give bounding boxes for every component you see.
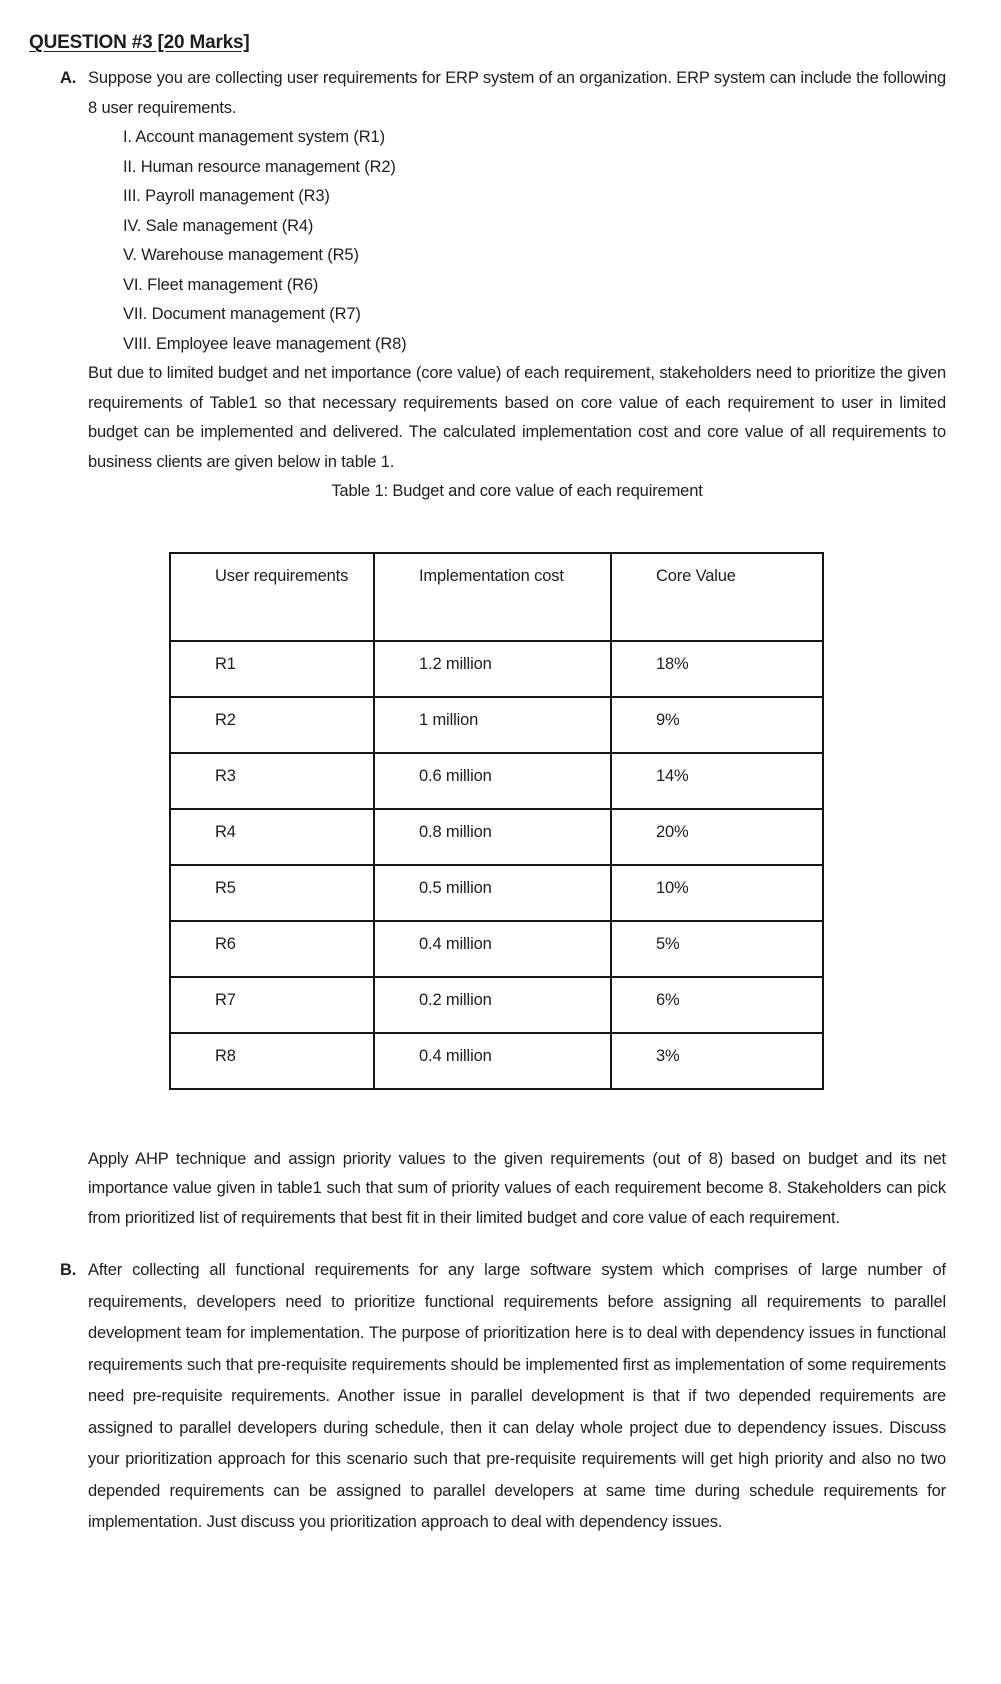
table-caption: Table 1: Budget and core value of each requirement (331, 482, 703, 500)
core-value-cell: 20% (611, 809, 823, 865)
ahp-paragraph: Apply AHP technique and assign priority values to the given requirements (out of 8) based on budget and its net importance value given in table1 such that sum of priority values of each requirement become 8. Stakeholders can pick from prioritized list of requirements that best fit in their limited budget and core value of each requirement. (88, 1149, 946, 1227)
table-row (170, 809, 823, 865)
table-row (170, 753, 823, 809)
list-item: III. Payroll management (R3) (123, 187, 330, 205)
requirement-cell: R3 (170, 753, 374, 809)
table-row (170, 1033, 823, 1089)
table-header-row (170, 553, 823, 641)
core-value-cell: 14% (611, 753, 823, 809)
requirement-cell: R6 (170, 921, 374, 977)
section-b (60, 1255, 946, 1539)
cost-cell: 0.2 million (374, 977, 611, 1033)
cost-cell: 0.8 million (374, 809, 611, 865)
list-item: V. Warehouse management (R5) (123, 246, 359, 264)
section-b-label: B. (60, 1261, 77, 1279)
budget-paragraph: But due to limited budget and net importance (core value) of each requirement, stakeholders need to prioritize the given requirements of Table1 so that necessary requirements based on core value of each requirement to user in limited budget can be implemented and delivered. The calculated implementation cost and core value of all requirements to business clients are given below in table 1. (88, 364, 946, 471)
cost-cell: 0.6 million (374, 753, 611, 809)
list-item: II. Human resource management (R2) (123, 157, 396, 176)
section-b-paragraph: After collecting all functional requirements for any large software system which comprises of large number of requirements, developers need to prioritize functional requirements before assigning all requirements to parallel development team for implementation. The purpose of prioritization here is to deal with dependency issues in functional requirements such that pre-requisite requirements should be implemented first as implementation of some requirements need pre-requisite requirements. Another issue in parallel development is that if two depended requirements are assigned to parallel developers during schedule, then it can delay whole project due to dependency issues. Discuss your prioritization approach for this scenario such that pre-requisite requirements will get high priority and also no two depended requirements can be assigned to parallel developers at same time during schedule requirements for implementation. Just discuss you prioritization approach to deal with dependency issues. (88, 1261, 946, 1531)
cost-cell: 0.4 million (374, 1033, 611, 1089)
list-item: VII. Document management (R7) (123, 305, 361, 323)
table-row (170, 921, 823, 977)
table-row (170, 977, 823, 1033)
section-a-intro-paragraph: Suppose you are collecting user requirements for ERP system of an organization. ERP system can include the following 8 user requirements. (88, 69, 946, 117)
col-header-core-value: Core Value (611, 553, 823, 641)
requirement-cell: R7 (170, 977, 374, 1033)
table-row (170, 641, 823, 697)
requirement-cell: R4 (170, 809, 374, 865)
requirement-cell: R8 (170, 1033, 374, 1089)
list-item: I. Account management system (R1) (123, 128, 385, 146)
cost-cell: 0.4 million (374, 921, 611, 977)
core-value-cell: 9% (611, 697, 823, 753)
core-value-cell: 10% (611, 865, 823, 921)
core-value-cell: 18% (611, 641, 823, 697)
core-value-cell: 5% (611, 921, 823, 977)
requirement-cell: R2 (170, 697, 374, 753)
section-a (60, 64, 946, 1233)
table-row (170, 865, 823, 921)
col-header-implementation-cost: Implementation cost (374, 553, 611, 641)
core-value-cell: 6% (611, 977, 823, 1033)
list-item: IV. Sale management (R4) (123, 216, 314, 235)
requirement-cell: R1 (170, 641, 374, 697)
question-title: QUESTION #3 [20 Marks] (29, 32, 250, 53)
col-header-user-requirements: User requirements (170, 553, 374, 641)
requirement-cell: R5 (170, 865, 374, 921)
cost-cell: 1 million (374, 697, 611, 753)
cost-cell: 1.2 million (374, 641, 611, 697)
requirements-table (169, 552, 824, 1090)
cost-cell: 0.5 million (374, 865, 611, 921)
section-a-label: A. (60, 69, 77, 87)
core-value-cell: 3% (611, 1033, 823, 1089)
requirements-list (88, 123, 946, 359)
list-item: VI. Fleet management (R6) (123, 275, 319, 294)
table-row (170, 697, 823, 753)
list-item: VIII. Employee leave management (R8) (123, 334, 407, 353)
